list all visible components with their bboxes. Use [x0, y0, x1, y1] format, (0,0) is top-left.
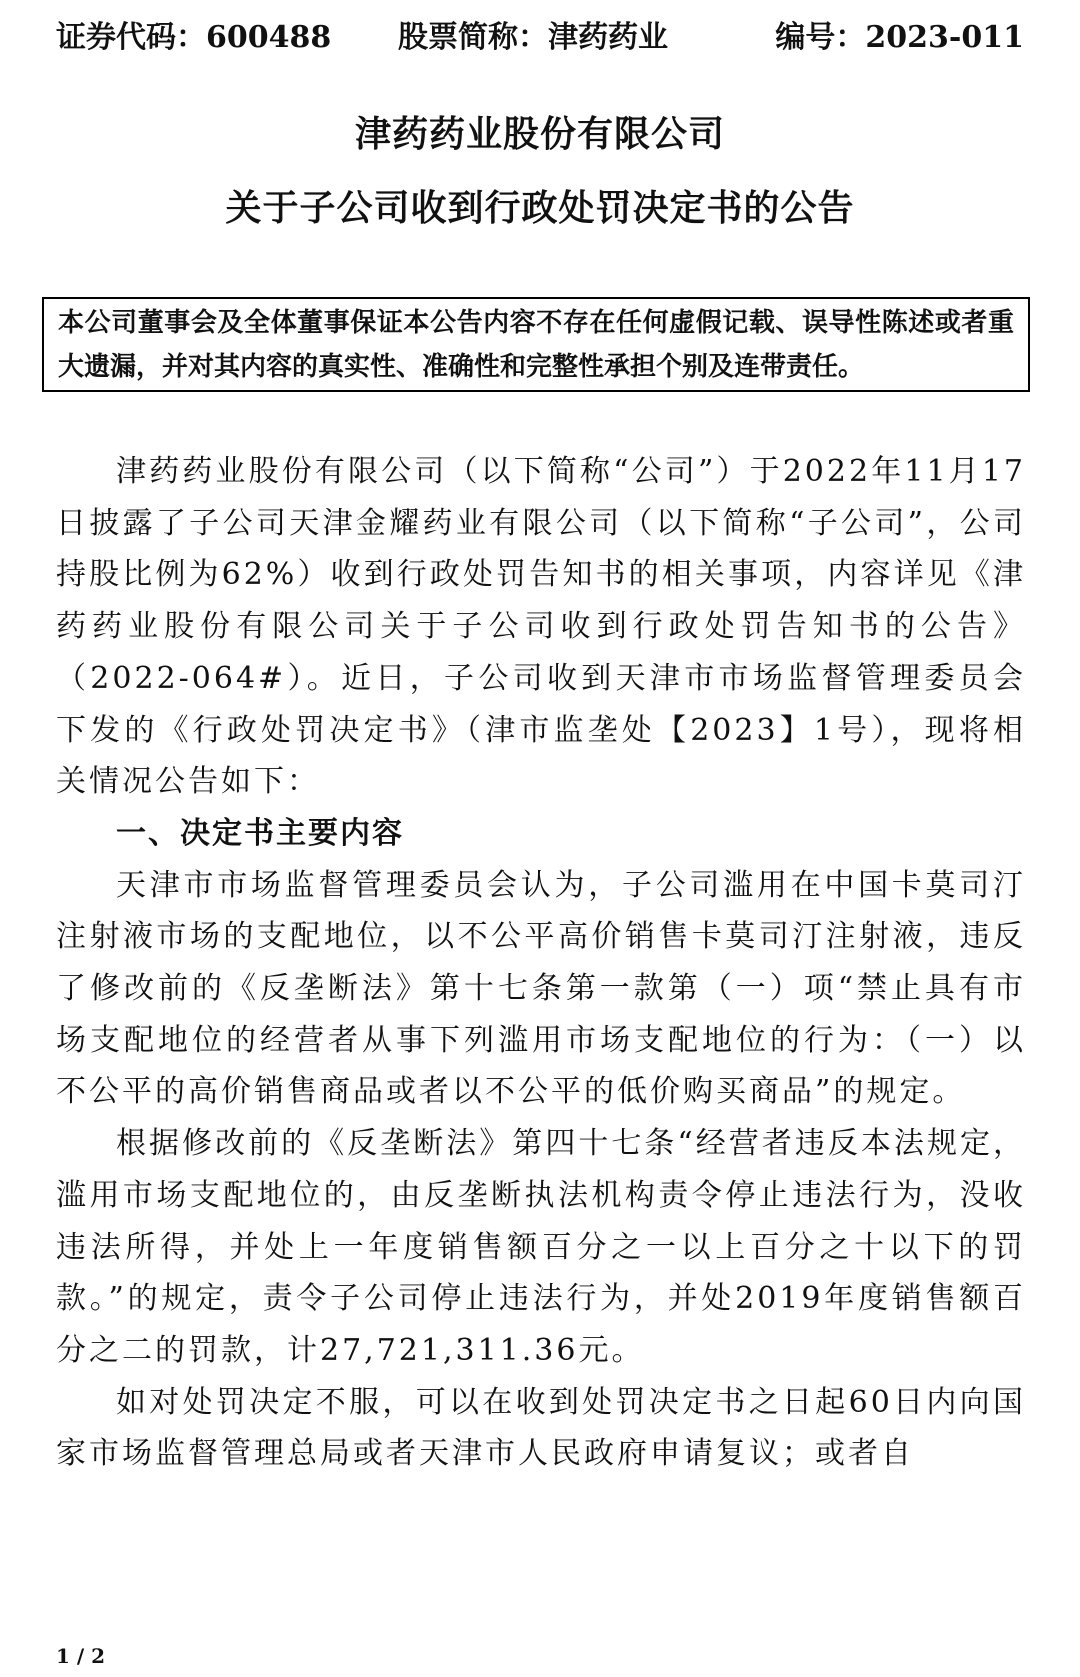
decision-paragraph: 天津市市场监督管理委员会认为，子公司滥用在中国卡莫司汀注射液市场的支配地位，以不公平高价销售卡莫司汀注射液，违反了修改前的《反垄断法》第十七条第一款第（一）项“禁止具有市场支配地位的经营者从事下列滥用市场支配地位的行为：（一）以不公平的高价销售商品或者以不公平的低价购买商品”的规定。 — [56, 867, 1026, 1110]
announcement-body — [56, 446, 1026, 1480]
document-number: 编号：2023-011 — [775, 20, 1024, 55]
appeal-paragraph: 如对处罚决定不服，可以在收到处罚决定书之日起60日内向国家市场监督管理总局或者天津市人民政府申请复议；或者自 — [56, 1384, 1026, 1472]
stock-short-name: 股票简称：津药药业 — [398, 20, 668, 55]
announcement-title: 关于子公司收到行政处罚决定书的公告 — [225, 188, 855, 229]
document-header — [56, 6, 1024, 55]
stock-code: 证券代码：600488 — [56, 20, 332, 55]
board-guarantee-notice: 本公司董事会及全体董事保证本公告内容不存在任何虚假记载、误导性陈述或者重大遗漏，并对其内容的真实性、准确性和完整性承担个别及连带责任。 — [42, 297, 1030, 392]
section-heading: 一、决定书主要内容 — [116, 815, 404, 851]
penalty-paragraph: 根据修改前的《反垄断法》第四十七条“经营者违反本法规定，滥用市场支配地位的，由反垄断执法机构责令停止违法行为，没收违法所得，并处上一年度销售额百分之一以上百分之十以下的罚款。”的规定，责令子公司停止违法行为，并处2019年度销售额百分之二的罚款，计27,721,311.36元。 — [56, 1126, 1026, 1368]
page-number: 1 / 2 — [56, 1644, 106, 1668]
company-title: 津药药业股份有限公司 — [354, 114, 725, 155]
intro-paragraph: 津药药业股份有限公司（以下简称“公司”）于2022年11月17日披露了子公司天津金耀药业有限公司（以下简称“子公司”，公司持股比例为62%）收到行政处罚告知书的相关事项，内容详见《津药药业股份有限公司关于子公司收到行政处罚告知书的公告》（2022-064#）。近日，子公司收到天津市市场监督管理委员会下发的《行政处罚决定书》（津市监垄处【2023】1号），现将相关情况公告如下： — [56, 454, 1026, 800]
